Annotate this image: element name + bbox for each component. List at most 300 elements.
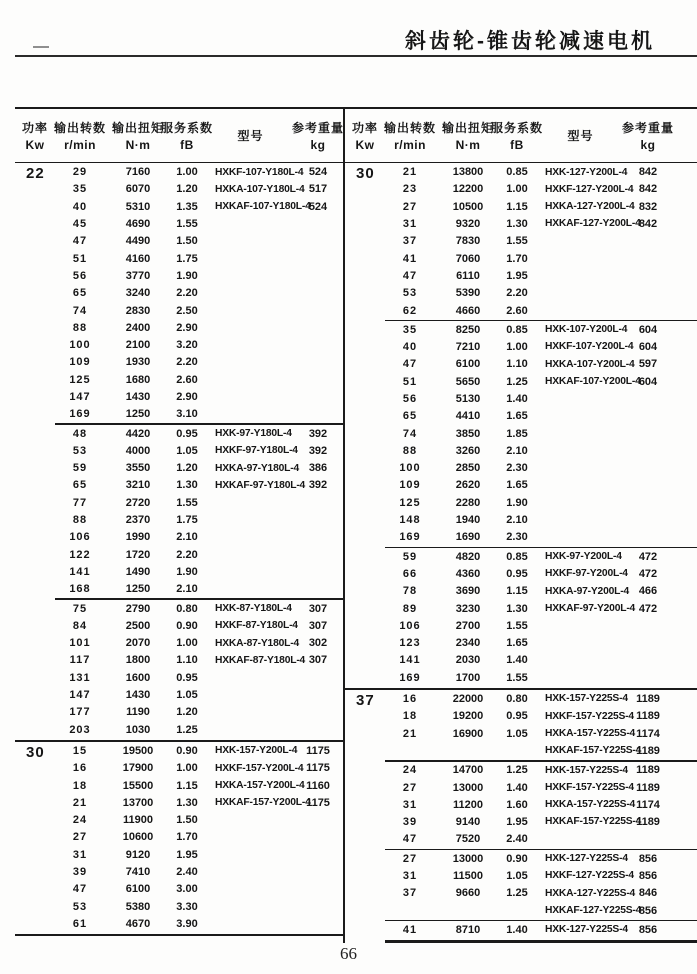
- weight-cell: 842: [638, 183, 658, 196]
- weight-cell: 1189: [636, 744, 660, 757]
- table-row: [15, 881, 343, 898]
- table-row: [15, 354, 343, 371]
- model-cell: HXKAF-127-Y225S-4: [545, 904, 642, 916]
- service-factor-cell: 3.00: [176, 883, 198, 896]
- service-factor-cell: 2.30: [506, 531, 528, 544]
- weight-cell: 307: [308, 654, 328, 667]
- table-row: [345, 233, 697, 250]
- table-section: [345, 850, 697, 921]
- model-cell: HXKAF-157-Y225S-4: [545, 816, 642, 828]
- service-factor-cell: 1.15: [176, 779, 198, 792]
- torque-cell: 2400: [125, 321, 151, 334]
- torque-cell: 19500: [122, 744, 154, 757]
- weight-cell: 472: [638, 550, 658, 563]
- weight-cell: 604: [638, 323, 658, 336]
- torque-cell: 16900: [452, 727, 484, 740]
- model-cell: HXKAF-87-Y180L-4: [215, 654, 306, 666]
- torque-cell: 15500: [122, 779, 154, 792]
- speed-cell: 122: [69, 548, 91, 561]
- weight-cell: 1189: [636, 693, 660, 706]
- table-row: [15, 233, 343, 250]
- torque-cell: 2720: [125, 496, 151, 509]
- table-row: [15, 285, 343, 302]
- speed-cell: 101: [69, 637, 91, 650]
- speed-cell: 109: [399, 479, 421, 492]
- service-factor-header: 服务系数 fB: [491, 121, 544, 152]
- model-cell: HXKF-97-Y180L-4: [215, 445, 298, 457]
- service-factor-header: 服务系数 fB: [161, 121, 214, 152]
- torque-cell: 3210: [125, 479, 151, 492]
- power-value: 30: [356, 165, 375, 182]
- weight-cell: 524: [308, 166, 328, 179]
- service-factor-cell: 1.90: [176, 565, 198, 578]
- table-row: [15, 199, 343, 216]
- table-row: [345, 762, 697, 779]
- table-row: [15, 564, 343, 581]
- speed-cell: 141: [69, 565, 91, 578]
- torque-cell: 2700: [455, 619, 481, 632]
- header-group-right: [343, 109, 697, 162]
- speed-header: 输出转数 r/min: [384, 121, 437, 152]
- table-row: [15, 406, 343, 423]
- table-row: [15, 337, 343, 354]
- table-row: [15, 181, 343, 198]
- table-row: [345, 743, 697, 760]
- speed-cell: 100: [69, 339, 91, 352]
- model-cell: HXKAF-157-Y200L-4: [215, 797, 311, 809]
- torque-cell: 2790: [125, 602, 151, 615]
- torque-cell: 6100: [455, 358, 481, 371]
- service-factor-cell: 1.95: [506, 816, 528, 829]
- table-row: [345, 408, 697, 425]
- torque-header: 输出扭矩 N·m: [111, 121, 164, 152]
- speed-cell: 62: [402, 304, 418, 317]
- speed-cell: 106: [399, 619, 421, 632]
- weight-cell: 1189: [636, 710, 660, 723]
- spec-table: [15, 107, 697, 943]
- table-section: [345, 163, 697, 321]
- table-row: [345, 600, 697, 617]
- model-cell: HXKF-107-Y180L-4: [215, 166, 304, 178]
- torque-cell: 8710: [455, 923, 481, 936]
- model-cell: HXK-157-Y225S-4: [545, 693, 628, 705]
- speed-cell: 27: [402, 200, 418, 213]
- service-factor-cell: 0.90: [506, 852, 528, 865]
- table-row: [345, 302, 697, 319]
- speed-cell: 88: [72, 514, 88, 527]
- service-factor-cell: 1.95: [506, 269, 528, 282]
- speed-cell: 59: [402, 550, 418, 563]
- weight-cell: 472: [638, 602, 658, 615]
- table-row: [15, 512, 343, 529]
- speed-cell: 125: [69, 373, 91, 386]
- table-row: [15, 389, 343, 406]
- speed-cell: 24: [402, 764, 418, 777]
- service-factor-cell: 1.30: [176, 796, 198, 809]
- torque-cell: 4490: [125, 235, 151, 248]
- weight-cell: 307: [308, 619, 328, 632]
- weight-cell: 386: [308, 462, 328, 475]
- speed-cell: 74: [72, 304, 88, 317]
- model-cell: HXKF-127-Y200L-4: [545, 183, 634, 195]
- torque-cell: 2280: [455, 496, 481, 509]
- model-cell: HXKAF-107-Y180L-4: [215, 201, 311, 213]
- torque-cell: 8250: [455, 323, 481, 336]
- torque-cell: 1430: [125, 689, 151, 702]
- service-factor-cell: 1.50: [176, 814, 198, 827]
- weight-cell: 392: [308, 444, 328, 457]
- torque-cell: 4160: [125, 252, 151, 265]
- speed-cell: 74: [402, 427, 418, 440]
- speed-cell: 117: [69, 654, 91, 667]
- service-factor-cell: 1.15: [506, 200, 528, 213]
- service-factor-cell: 0.95: [506, 710, 528, 723]
- service-factor-cell: 2.10: [506, 514, 528, 527]
- table-row: [15, 302, 343, 319]
- torque-cell: 1430: [125, 391, 151, 403]
- model-cell: HXKAF-127-Y200L-4: [545, 218, 641, 230]
- torque-cell: 2850: [455, 462, 481, 475]
- speed-cell: 15: [72, 744, 88, 757]
- service-factor-cell: 1.40: [506, 781, 528, 794]
- torque-cell: 7060: [455, 252, 481, 265]
- table-row: [345, 250, 697, 267]
- weight-cell: 466: [638, 585, 658, 598]
- weight-cell: 1189: [636, 781, 660, 794]
- speed-cell: 47: [402, 833, 418, 846]
- weight-header: 参考重量 kg: [622, 121, 675, 152]
- power-value: 22: [26, 165, 45, 182]
- torque-cell: 10600: [122, 831, 154, 844]
- torque-cell: 6100: [125, 883, 151, 896]
- model-cell: HXK-97-Y200L-4: [545, 551, 622, 563]
- weight-cell: 1175: [306, 744, 330, 757]
- table-row: [15, 216, 343, 233]
- model-cell: HXK-157-Y200L-4: [215, 745, 298, 757]
- service-factor-cell: 1.60: [506, 798, 528, 811]
- weight-cell: 842: [638, 218, 658, 231]
- torque-cell: 7410: [125, 866, 151, 879]
- service-factor-cell: 2.90: [176, 391, 198, 403]
- model-cell: HXKA-127-Y200L-4: [545, 201, 635, 213]
- model-cell: HXKA-107-Y200L-4: [545, 358, 635, 370]
- table-row: [15, 600, 343, 617]
- service-factor-cell: 1.40: [506, 393, 528, 405]
- service-factor-cell: 2.10: [176, 531, 198, 544]
- speed-cell: 47: [72, 235, 88, 248]
- torque-cell: 11200: [453, 798, 483, 811]
- service-factor-cell: 0.80: [176, 602, 198, 615]
- speed-cell: 53: [72, 444, 88, 457]
- table-row: [15, 268, 343, 285]
- table-row: [345, 477, 697, 494]
- table-row: [15, 372, 343, 389]
- service-factor-cell: 3.30: [176, 900, 198, 913]
- table-row: [15, 164, 343, 181]
- table-row: [15, 898, 343, 915]
- weight-cell: 1189: [636, 816, 660, 829]
- torque-cell: 2370: [125, 514, 151, 527]
- service-factor-cell: 2.40: [506, 833, 528, 846]
- table-row: [345, 708, 697, 725]
- speed-cell: 56: [72, 269, 88, 282]
- speed-cell: 66: [402, 567, 418, 580]
- service-factor-cell: 2.50: [176, 304, 198, 317]
- torque-cell: 3770: [125, 269, 151, 282]
- service-factor-cell: 1.55: [506, 619, 528, 632]
- service-factor-cell: 1.25: [176, 723, 198, 736]
- model-cell: HXKF-87-Y180L-4: [215, 620, 298, 632]
- print-artifact-dash: [33, 46, 49, 48]
- torque-cell: 22000: [452, 693, 484, 706]
- speed-cell: 21: [402, 727, 418, 740]
- table-row: [345, 164, 697, 181]
- table-row: [15, 704, 343, 721]
- table-row: [345, 199, 697, 216]
- power-value: 37: [356, 691, 375, 709]
- service-factor-cell: 1.55: [506, 671, 528, 684]
- weight-header: 参考重量 kg: [292, 121, 345, 152]
- torque-cell: 1490: [125, 565, 151, 578]
- model-cell: HXK-87-Y180L-4: [215, 602, 292, 614]
- torque-cell: 4660: [455, 304, 481, 317]
- service-factor-cell: 3.10: [176, 408, 198, 421]
- table-row: [345, 583, 697, 600]
- table-row: [345, 216, 697, 233]
- speed-cell: 35: [72, 183, 88, 196]
- table-row: [345, 902, 697, 919]
- table-row: [15, 829, 343, 846]
- model-cell: HXKF-107-Y200L-4: [545, 341, 634, 353]
- speed-cell: 169: [399, 531, 421, 544]
- table-row: [15, 460, 343, 477]
- model-cell: HXK-127-Y225S-4: [545, 853, 628, 865]
- speed-cell: 37: [402, 887, 418, 900]
- service-factor-cell: 2.20: [176, 287, 198, 300]
- service-factor-cell: 1.55: [176, 218, 198, 231]
- speed-cell: 53: [402, 287, 418, 300]
- speed-cell: 27: [72, 831, 88, 844]
- table-section: [345, 761, 697, 849]
- torque-cell: 5380: [125, 900, 151, 913]
- service-factor-cell: 0.95: [176, 671, 198, 684]
- table-row: [345, 779, 697, 796]
- service-factor-cell: 1.25: [506, 375, 528, 388]
- service-factor-cell: 0.90: [176, 619, 198, 632]
- model-cell: HXKF-127-Y225S-4: [545, 870, 634, 882]
- torque-cell: 4670: [125, 917, 151, 930]
- table-row: [345, 549, 697, 566]
- table-row: [345, 814, 697, 831]
- torque-cell: 2830: [125, 304, 151, 317]
- table-row: [15, 635, 343, 652]
- model-cell: HXKF-157-Y225S-4: [545, 710, 634, 722]
- header-group-left: [15, 109, 343, 162]
- torque-cell: 5390: [455, 287, 481, 300]
- service-factor-cell: 2.60: [176, 373, 198, 386]
- model-cell: HXKA-157-Y225S-4: [545, 728, 636, 739]
- torque-cell: 4360: [455, 567, 481, 580]
- service-factor-cell: 1.20: [176, 706, 198, 719]
- torque-cell: 9660: [455, 887, 481, 900]
- table-row: [15, 652, 343, 669]
- speed-cell: 53: [72, 900, 88, 913]
- model-cell: HXK-157-Y225S-4: [545, 764, 628, 776]
- torque-cell: 12200: [452, 183, 484, 196]
- weight-cell: 856: [638, 852, 658, 865]
- torque-cell: 5310: [125, 200, 151, 213]
- weight-cell: 1175: [306, 796, 330, 809]
- speed-cell: 75: [72, 602, 88, 615]
- weight-cell: 856: [638, 904, 658, 917]
- service-factor-cell: 1.55: [506, 235, 528, 248]
- service-factor-cell: 1.25: [506, 887, 528, 900]
- speed-cell: 45: [72, 218, 88, 231]
- weight-cell: 597: [638, 358, 658, 371]
- table-row: [15, 687, 343, 704]
- model-cell: HXKAF-97-Y180L-4: [215, 479, 306, 491]
- torque-cell: 3550: [125, 462, 151, 475]
- service-factor-cell: 1.65: [506, 479, 528, 492]
- table-row: [15, 847, 343, 864]
- table-row: [15, 618, 343, 635]
- weight-cell: 1175: [306, 762, 330, 775]
- table-row: [15, 864, 343, 881]
- service-factor-cell: 1.10: [176, 654, 198, 667]
- service-factor-cell: 1.00: [506, 183, 528, 196]
- torque-cell: 2030: [455, 654, 481, 667]
- speed-cell: 21: [72, 796, 88, 809]
- table-row: [345, 618, 697, 635]
- service-factor-cell: 1.40: [506, 923, 528, 936]
- torque-cell: 1720: [125, 548, 151, 561]
- table-row: [345, 391, 697, 408]
- table-row: [345, 726, 697, 743]
- torque-cell: 2340: [455, 637, 481, 650]
- table-row: [15, 477, 343, 494]
- model-cell: HXKA-157-Y200L-4: [215, 779, 305, 791]
- table-section: [15, 424, 343, 599]
- speed-cell: 78: [402, 585, 418, 598]
- table-row: [345, 922, 697, 939]
- torque-cell: 3850: [455, 427, 481, 440]
- table-row: [15, 795, 343, 812]
- speed-header: 输出转数 r/min: [54, 121, 107, 152]
- weight-cell: 856: [638, 870, 658, 883]
- table-section: [345, 321, 697, 548]
- power-header: 功率 Kw: [21, 121, 48, 152]
- speed-cell: 31: [72, 848, 88, 861]
- table-row: [345, 356, 697, 373]
- title-rule: [15, 55, 697, 57]
- service-factor-cell: 2.60: [506, 304, 528, 317]
- torque-cell: 1680: [125, 373, 151, 386]
- model-cell: HXKAF-157-Y225S-4: [545, 745, 642, 757]
- service-factor-cell: 1.65: [506, 637, 528, 650]
- service-factor-cell: 0.95: [506, 567, 528, 580]
- service-factor-cell: 2.20: [176, 356, 198, 369]
- weight-cell: 524: [308, 200, 328, 213]
- service-factor-cell: 1.00: [176, 762, 198, 775]
- table-row: [15, 722, 343, 739]
- speed-cell: 40: [402, 341, 418, 354]
- model-cell: HXKF-157-Y200L-4: [215, 762, 304, 774]
- service-factor-cell: 1.00: [176, 166, 198, 179]
- table-row: [345, 443, 697, 460]
- service-factor-cell: 1.25: [506, 764, 528, 777]
- weight-cell: 517: [308, 183, 328, 196]
- speed-cell: 48: [72, 427, 88, 440]
- torque-cell: 3260: [455, 444, 481, 457]
- service-factor-cell: 1.55: [176, 496, 198, 509]
- speed-cell: 77: [72, 496, 88, 509]
- table-row: [345, 885, 697, 902]
- torque-cell: 13000: [452, 852, 484, 865]
- table-row: [345, 652, 697, 669]
- table-row: [345, 339, 697, 356]
- speed-cell: 47: [72, 883, 88, 896]
- table-row: [15, 250, 343, 267]
- torque-cell: 4820: [455, 550, 481, 563]
- weight-cell: 604: [638, 375, 658, 388]
- service-factor-cell: 1.05: [506, 870, 528, 883]
- torque-cell: 1990: [125, 531, 151, 544]
- service-factor-cell: 1.65: [506, 410, 528, 423]
- service-factor-cell: 1.00: [506, 341, 528, 354]
- torque-cell: 3690: [455, 585, 481, 598]
- table-row: [345, 425, 697, 442]
- speed-cell: 27: [402, 781, 418, 794]
- torque-cell: 3230: [455, 602, 481, 615]
- service-factor-cell: 1.85: [506, 427, 528, 440]
- torque-cell: 2500: [125, 619, 151, 632]
- service-factor-cell: 1.20: [176, 462, 198, 475]
- model-cell: HXKAF-97-Y200L-4: [545, 602, 636, 614]
- speed-cell: 177: [69, 706, 91, 719]
- weight-cell: 472: [638, 567, 658, 580]
- torque-cell: 11500: [453, 870, 483, 883]
- page-title: 斜齿轮-锥齿轮减速电机: [405, 30, 655, 53]
- weight-cell: 1160: [306, 779, 330, 792]
- page-number: 66: [340, 944, 357, 963]
- power-value: 30: [26, 743, 45, 761]
- torque-cell: 1700: [455, 671, 481, 684]
- table-row: [345, 495, 697, 512]
- speed-cell: 100: [399, 462, 421, 475]
- speed-cell: 106: [69, 531, 91, 544]
- speed-cell: 59: [72, 462, 88, 475]
- model-cell: HXK-107-Y200L-4: [545, 324, 628, 336]
- speed-cell: 89: [402, 602, 418, 615]
- service-factor-cell: 0.80: [506, 693, 528, 706]
- service-factor-cell: 2.30: [506, 462, 528, 475]
- table-row: [15, 547, 343, 564]
- service-factor-cell: 1.90: [506, 496, 528, 509]
- speed-cell: 109: [69, 356, 91, 369]
- torque-cell: 4410: [455, 410, 481, 423]
- speed-cell: 84: [72, 619, 88, 632]
- table-section: [345, 921, 697, 940]
- table-row: [15, 443, 343, 460]
- torque-cell: 1600: [125, 671, 151, 684]
- speed-cell: 88: [72, 321, 88, 334]
- torque-cell: 14700: [452, 764, 484, 777]
- table-row: [345, 670, 697, 687]
- weight-cell: 856: [638, 923, 658, 936]
- speed-cell: 16: [72, 762, 88, 775]
- model-cell: HXK-97-Y180L-4: [215, 427, 292, 439]
- service-factor-cell: 0.85: [506, 550, 528, 563]
